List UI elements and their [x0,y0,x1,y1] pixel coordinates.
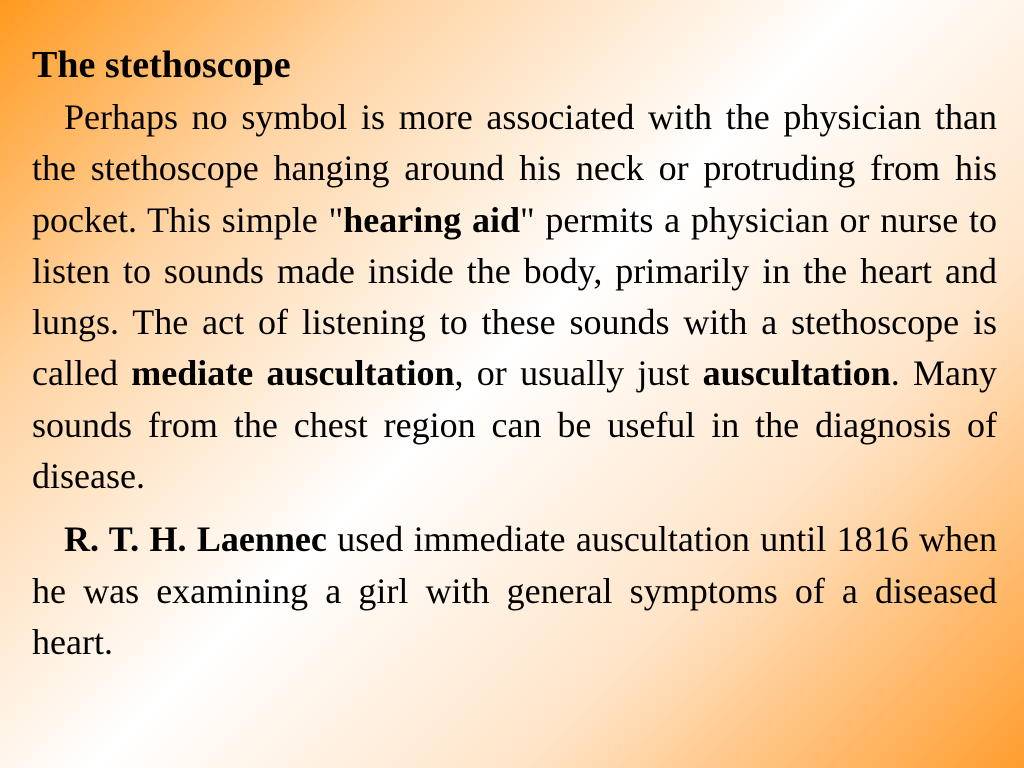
bold-mediate-auscultation: mediate auscultation [131,353,455,394]
slide-title: The stethoscope [32,44,291,86]
text-run: Perhaps no symbol is more associated with the physician than the stethoscope hanging around his neck or protruding from his pocket. This simple " [32,97,997,240]
text-run: , or usually just [454,353,703,394]
text-run: " permits a physician or nurse to listen to sounds made inside the body, primarily in the heart and lungs. The act of listening to these sounds with a stethoscope is called [32,199,998,394]
paragraph-laennec [32,514,997,668]
text-run: used immediate auscultation until 1816 when he was examining a girl with general symptoms of a diseased heart. [32,519,997,662]
bold-laennec: R. T. H. Laennec [64,519,327,560]
slide-body [32,40,997,668]
bold-hearing-aid: hearing aid [343,199,520,240]
bold-auscultation: auscultation [702,353,891,394]
paragraph-stethoscope [32,92,997,502]
text-run: . Many sounds from the chest region can be useful in the diagnosis of disease. [32,353,997,497]
